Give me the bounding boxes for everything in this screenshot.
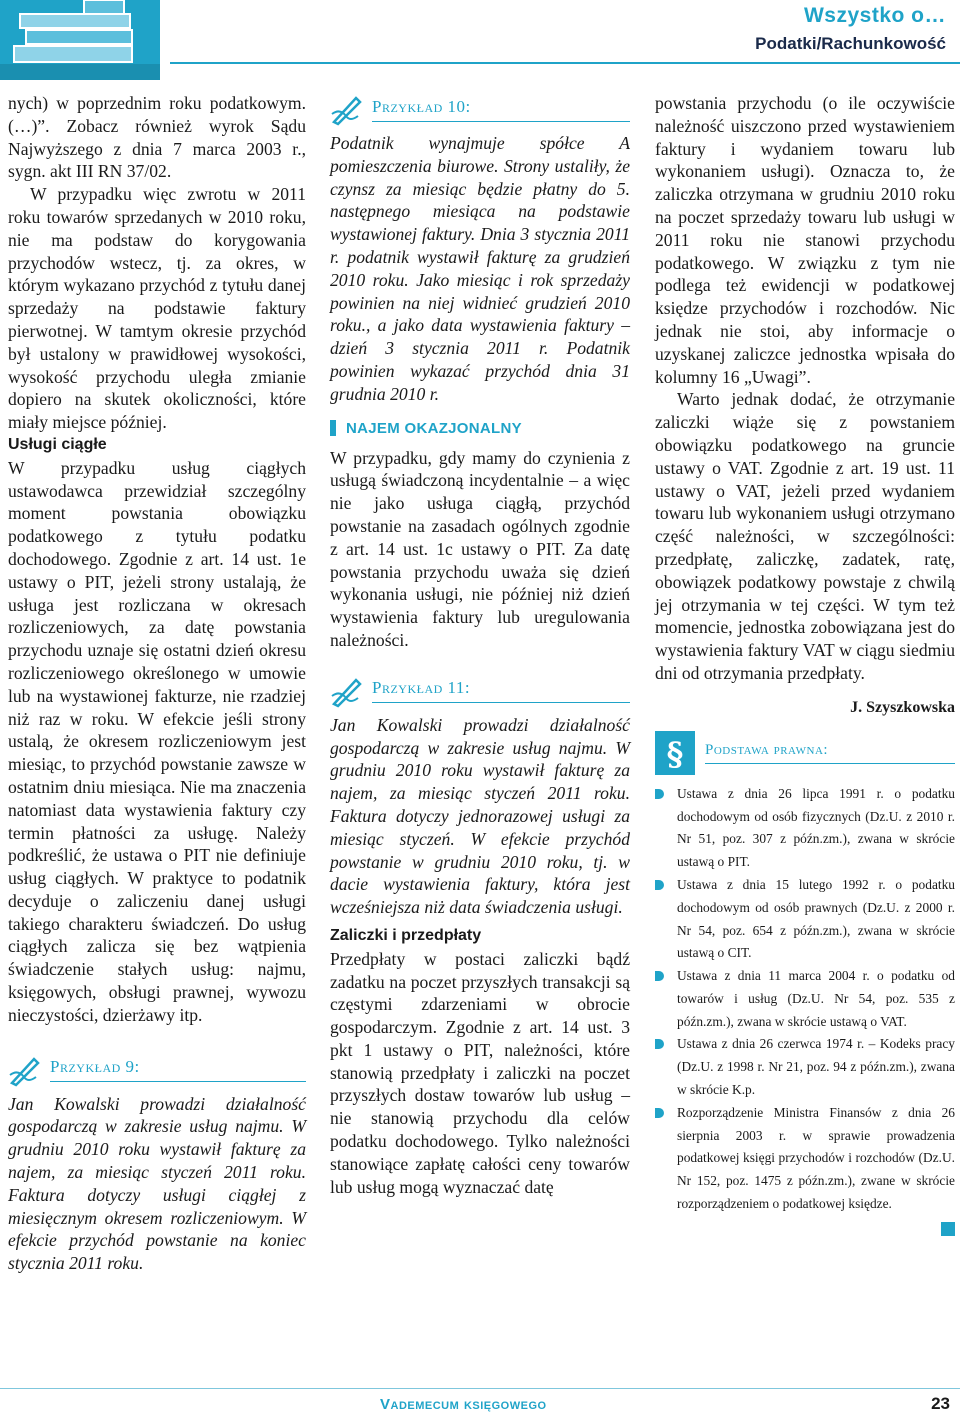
list-item (655, 965, 955, 1033)
section-title-najem (330, 420, 630, 437)
list-item-text: Ustawa z dnia 26 czerwca 1974 r. – Kodeks pracy (Dz.U. z 1998 r. Nr 21, poz. 94 z późn.zm.), zwana w skrócie K.p. (677, 1036, 955, 1098)
list-item-text: Ustawa z dnia 11 marca 2004 r. o podatku od towarów i usług (Dz.U. Nr 54, poz. 535 z późn.zm.), zwana w skrócie ustawą o VAT. (677, 968, 955, 1029)
column-3 (655, 92, 955, 1236)
example-9-label: Przykład 9: (50, 1057, 140, 1077)
example-9-text: Jan Kowalski prowadzi działalność gospodarczą w zakresie usług najmu. W grudniu 2010 roku wystawił fakturę za najem, za miesiąc styczeń 2011 roku. Faktura dotyczy usługi ciągłej z miesięcznym okresem rozliczeniowym. W efekcie przychód powstanie na koniec stycznia 2011 roku. (8, 1093, 306, 1274)
pen-icon (8, 1053, 42, 1087)
example-10-header (330, 92, 630, 126)
books-logo-icon (0, 0, 160, 80)
example-divider (50, 1081, 306, 1082)
bullet-icon (655, 789, 664, 799)
header (755, 4, 946, 54)
svg-text:§: § (666, 734, 684, 773)
bullet-icon (655, 971, 664, 981)
footer-title: Vademecum księgowego (380, 1396, 547, 1413)
column-2 (330, 92, 630, 1198)
list-item-text: Rozporządzenie Ministra Finansów z dnia 26 sierpnia 2003 r. w sprawie prowadzenia podatkowej księgi przychodów i rozchodów (Dz.U. Nr 152, poz. 1475 z późn.zm.), zwane w skrócie rozporządzeniem o podatkowej księdze. (677, 1104, 955, 1212)
paragraph: W przypadku więc zwrotu w 2011 roku towarów sprzedanych w 2010 roku, nie ma podstaw do korygowania przychodów wstecz, tj. za okres, w którym wykazano przychód z tytułu danej sprzedaży na podstawie faktury pierwotnej. W tamtym okresie przychód był ustalony w prawidłowej wysokości, wysokość przychodu uległa zmianie dopiero na skutek okoliczności, które miały miejsce później. (8, 184, 306, 433)
page-number: 23 (931, 1394, 950, 1413)
example-10-label: Przykład 10: (372, 96, 471, 116)
legal-basis-header (655, 731, 955, 775)
example-11-text: Jan Kowalski prowadzi działalność gospodarczą w zakresie usług najmu. W grudniu 2010 roku wystawił fakturę za najem, za miesiąc styczeń 2011 roku. Faktura dotyczy jednorazowej usługi za miesiąc styczeń. W efekcie przychód powstanie w grudniu 2010 roku, tj. w dacie wystawienia faktury, która jest wcześniejsza niż data świadczenia usługi. (330, 714, 630, 918)
bullet-icon (655, 880, 664, 890)
paragraph: Przedpłaty w postaci zaliczki bądź zadatku na poczet przyszłych transakcji są częstymi zdarzeniami w obrocie gospodarczym. Zgodnie z art. 14 ust. 3 pkt 1 ustawy o PIT, należności, które stanowią przedpłaty i zaliczki na poczet przyszłych dostaw towarów lub usług – nie stanowią przychodu dla celów podatku dochodowego. Tylko należności stanowiące zapłatę całości ceny towarów lub usług mogą wyznaczać datę (330, 948, 630, 1197)
paragraph: W przypadku usług ciągłych ustawodawca przewidział szczególny moment powstania obowiązku podatkowego z tytułu podatku dochodowego. Zgodnie z art. 14 ust. 1e ustawy o PIT, jeżeli strony ustalają, że usługa jest rozliczana w okresach rozliczeniowych, za datę powstania przychodu uznaje się ostatni dzień okresu rozliczeniowego określonego w umowie lub na wystawionej fakturze, nie rzadziej niż raz w roku. W efekcie jeśli strony ustalą, że okresem rozliczeniowym jest miesiąc, to przychód powstanie zawsze w ostatnim dniu miesiąca. Nie ma znaczenia natomiast data wystawienia faktury czy termin płatności za usługę. Należy podkreślić, że ustawa o PIT nie definiuje usług ciągłych. W praktyce to podatnik decyduje o zaliczeniu danej usługi takiego charakteru świadczeń. Do usług ciągłych zalicza się bez wątpienia świadczenie stałych usług: najmu, księgowych, obsługi prawnej, wywozu nieczystości, dzierżawy itp. (8, 457, 306, 1025)
end-of-article-mark (941, 1222, 955, 1236)
section-title-text: NAJEM OKAZJONALNY (346, 419, 522, 437)
example-11-label: Przykład 11: (372, 678, 471, 698)
list-item (655, 1102, 955, 1216)
bullet-icon (655, 1108, 664, 1118)
list-item-text: Ustawa z dnia 15 lutego 1992 r. o podatku dochodowym od osób prawnych (Dz.U. z 2000 r. Nr 54, poz. 654 z późn.zm.), zwana w skrócie ustawą o CIT. (677, 876, 955, 961)
paragraph: W przypadku, gdy mamy do czynienia z usługą świadczoną incydentalnie – a więc nie jako usługa ciągłą, przychód powstanie na zasadach ogólnych zgodnie z art. 14 ust. 1c ustawy o PIT. Za datę powstania przychodu uważa się dzień wykonania usługi, nie później niż dzień wystawienia faktury lub uregulowania należności. (330, 447, 630, 650)
header-subtitle: Podatki/Rachunkowość (755, 34, 946, 53)
bullet-icon (655, 1039, 664, 1049)
paragraph-icon (655, 731, 695, 775)
legal-basis-list (655, 783, 955, 1216)
author-signature: J. Szyszkowska (850, 698, 955, 716)
header-title: Wszystko o… (803, 4, 946, 27)
example-10-text: Podatnik wynajmuje spółce A pomieszczenia biurowe. Strony ustaliły, że czynsz za miesiąc będzie płatny do 5. następnego miesiąca na podstawie wystawionej faktury. Dnia 3 stycznia 2011 r. podatnik wystawił fakturę za grudzień 2010 roku. Jako miesiąc i rok sprzedaży powinien na niej widnieć grudzień 2010 roku., a jako data wystawienia faktury – dzień 3 stycznia 2011 r. Podatnik powinien wykazać przychód dnia 31 grudnia 2010 r. (330, 133, 630, 404)
footer (0, 1388, 960, 1418)
example-9-header (8, 1053, 306, 1087)
subheading-uslugi-ciagle: Usługi ciągłe (8, 435, 107, 453)
paragraph: powstania przychodu (o ile oczywiście należność uiszczono przed wystawieniem faktury i wydaniem towaru lub wykonaniem usługi). Oznacza to, że zaliczka otrzymana w grudniu 2010 roku na poczet sprzedaży towaru lub usługi w 2011 roku nie stanowi przychodu podatkowego. W związku z tym nie podlega też ewidencji w podatkowej księdze przychodów i rozchodów. Nic jednak nie stoi, aby informacje o uzyskanej zaliczce jednostka wpisała do kolumny 16 „Uwagi”. (655, 93, 955, 387)
example-11-header (330, 674, 630, 708)
pen-icon (330, 92, 364, 126)
subheading-zaliczki: Zaliczki i przedpłaty (330, 926, 482, 944)
list-item-text: Ustawa z dnia 26 lipca 1991 r. o podatku dochodowym od osób fizycznych (Dz.U. z 2010 r. Nr 51, poz. 307 z późn.zm.), zwana w skrócie ustawą o PIT. (677, 785, 955, 870)
example-divider (372, 702, 630, 703)
list-item (655, 1033, 955, 1101)
section-marker-icon (330, 420, 336, 436)
example-divider (372, 121, 630, 122)
pen-icon (330, 674, 364, 708)
list-item (655, 783, 955, 874)
list-item (655, 874, 955, 965)
legal-basis-label: Podstawa prawna: (705, 742, 955, 764)
footer-divider (0, 1388, 960, 1389)
paragraph: Warto jednak dodać, że otrzymanie zaliczki wiąże się z powstaniem obowiązku podatkowego na gruncie ustawy o VAT. Zgodnie z art. 19 ust. 11 ustawy o VAT, jeżeli przed wydaniem towaru lub wykonaniem usługi otrzymano część należności, w szczególności: przedpłatę, zaliczkę, zadatek, ratę, obowiązek podatkowy powstaje z chwilą jej otrzymania w tej części. W tym też momencie, jednostka zobowiązana jest do wystawienia faktury VAT w ciągu siedmiu dni od otrzymania przedpłaty. (655, 389, 955, 683)
header-divider (170, 62, 960, 64)
column-1 (8, 92, 306, 1275)
paragraph: nych) w poprzednim roku podatkowym. (…)”. Zobacz również wyrok Sądu Najwyższego z dnia 7 marca 2003 r., sygn. akt III RN 37/02. (8, 93, 306, 182)
